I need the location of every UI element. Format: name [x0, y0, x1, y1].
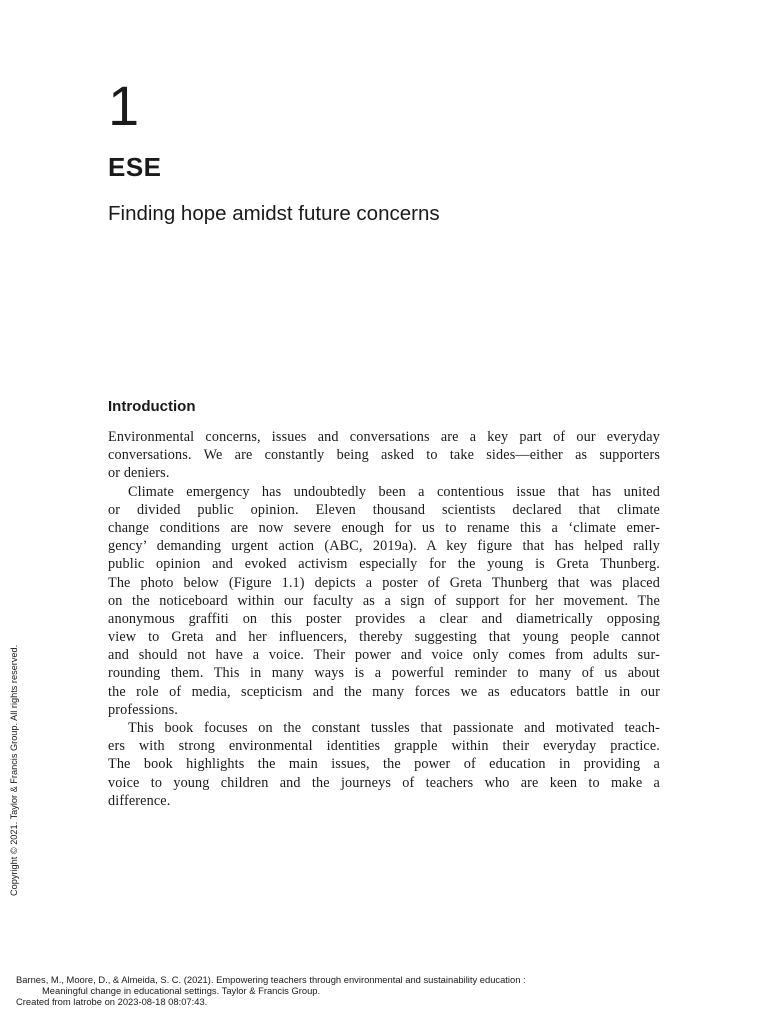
body-line: and should not have a voice. Their power and voice only comes from adults sur- — [108, 647, 660, 664]
body-line: professions. — [108, 701, 178, 718]
body-line: The photo below (Figure 1.1) depicts a poster of Greta Thunberg that was placed — [108, 574, 660, 591]
body-line: Environmental concerns, issues and conversations are a key part of our everyday — [108, 429, 660, 445]
chapter-label: ESE — [108, 152, 162, 182]
footer-line-1: Barnes, M., Moore, D., & Almeida, S. C. (2021). Empowering teachers through environmental and sustainability education : — [16, 974, 526, 985]
body-line: difference. — [108, 792, 171, 809]
body-line: anonymous graffiti on this poster provides a clear and diametrically opposing — [108, 610, 660, 627]
footer-line-3: Created from latrobe on 2023-08-18 08:07:43. — [16, 996, 208, 1007]
body-line: on the noticeboard within our faculty as a sign of support for her movement. The — [108, 592, 660, 609]
body-line: view to Greta and her influencers, thereby suggesting that young people cannot — [108, 629, 660, 646]
footer-line-2: Meaningful change in educational settings. Taylor & Francis Group. — [42, 985, 321, 996]
body-line: or divided public opinion. Eleven thousand scientists declared that climate — [108, 501, 660, 518]
citation-footer — [16, 974, 526, 1007]
body-line: rounding them. This in many ways is a powerful reminder to many of us about — [108, 665, 660, 682]
section-heading: Introduction — [108, 398, 196, 415]
copyright-sidebar — [6, 644, 20, 896]
body-line: or deniers. — [108, 465, 170, 482]
body-line: Climate emergency has undoubtedly been a contentious issue that has united — [128, 483, 660, 500]
copyright-text: Copyright © 2021. Taylor & Francis Group. All rights reserved. — [9, 644, 19, 896]
body-line: change conditions are now severe enough for us to rename this a ‘climate emer- — [108, 519, 660, 536]
chapter-number: 1 — [108, 74, 140, 137]
body-line: public opinion and evoked activism especially for the young is Greta Thunberg. — [108, 556, 660, 573]
chapter-title: Finding hope amidst future concerns — [108, 202, 440, 225]
body-line: This book focuses on the constant tussles that passionate and motivated teach- — [128, 720, 660, 736]
body-line: ers with strong environmental identities grapple within their everyday practice. — [108, 738, 660, 755]
body-text — [108, 428, 660, 810]
body-line: conversations. We are constantly being asked to take sides—either as supporters — [108, 447, 660, 464]
body-line: The book highlights the main issues, the power of education in providing a — [108, 756, 660, 773]
body-line: the role of media, scepticism and the many forces we as educators battle in our — [108, 683, 660, 700]
body-line: gency’ demanding urgent action (ABC, 2019a). A key figure that has helped rally — [108, 538, 660, 555]
body-line: voice to young children and the journeys of teachers who are keen to make a — [108, 774, 660, 791]
